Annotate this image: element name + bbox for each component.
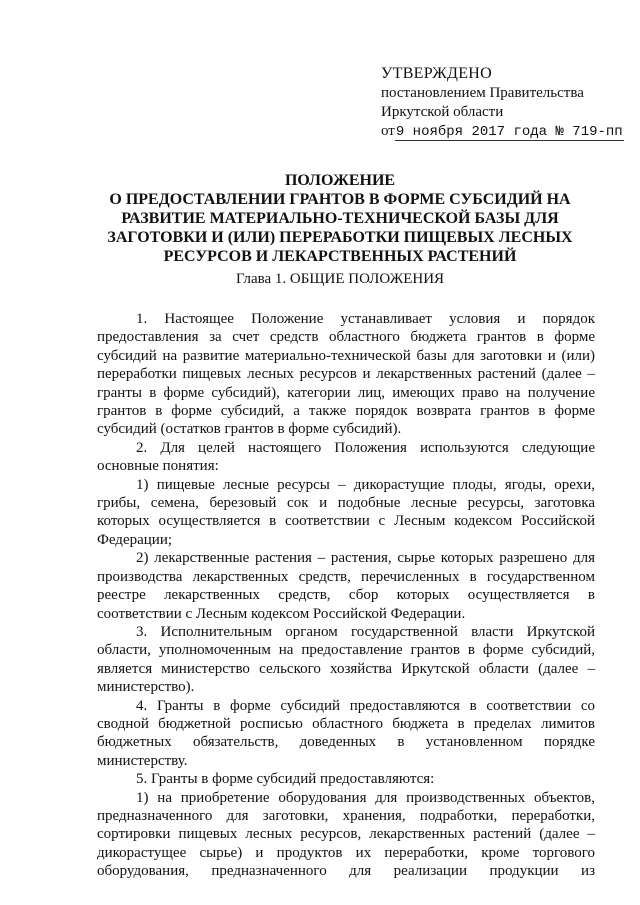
document-title — [60, 171, 620, 266]
approval-line-1: постановлением Правительства — [381, 85, 584, 101]
title-line: РАЗВИТИЕ МАТЕРИАЛЬНО-ТЕХНИЧЕСКОЙ БАЗЫ ДЛЯ — [121, 210, 559, 227]
title-line: РЕСУРСОВ И ЛЕКАРСТВЕННЫХ РАСТЕНИЙ — [163, 248, 517, 265]
approval-heading: УТВЕРЖДЕНО — [381, 65, 493, 82]
approval-prefix: от — [381, 123, 395, 139]
title-line: О ПРЕДОСТАВЛЕНИИ ГРАНТОВ В ФОРМЕ СУБСИДИЙ НА — [109, 191, 571, 208]
chapter-heading: Глава 1. ОБЩИЕ ПОЛОЖЕНИЯ — [235, 271, 445, 287]
paragraph: 4. Гранты в форме субсидий предоставляются в соответствии со сводной бюджетной росписью областного бюджета в пределах лимитов бюджетных обязательств, доведенных в установленном порядке министерству. — [97, 697, 595, 769]
approval-date-number: 9 ноября 2017 года № 719-пп — [395, 124, 623, 140]
approval-line-2: Иркутской области — [381, 104, 504, 120]
paragraph: 2. Для целей настоящего Положения используются следующие основные понятия: — [97, 439, 595, 475]
title-line: ПОЛОЖЕНИЕ — [284, 172, 396, 189]
paragraph: 5. Гранты в форме субсидий предоставляются: — [136, 771, 435, 788]
paragraph: 2) лекарственные растения – растения, сырье которых разрешено для производства лекарственных средств, перечисленных в государственном реестре лекарственных средств, сбор которых осуществляется в соответствии с Лесным кодексом Российской Федерации. — [97, 550, 595, 622]
paragraph: 3. Исполнительным органом государственной власти Иркутской области, уполномоченным на предоставление грантов в форме субсидий, является министерство сельского хозяйства Иркутской области (далее – министерство). — [97, 623, 595, 696]
document-body — [97, 310, 595, 881]
approval-stamp — [381, 64, 624, 142]
title-line: ЗАГОТОВКИ И (ИЛИ) ПЕРЕРАБОТКИ ПИЩЕВЫХ ЛЕСНЫХ — [107, 229, 573, 246]
paragraph: 1. Настоящее Положение устанавливает условия и порядок предоставления за счет средств областного бюджета грантов в форме субсидий на развитие материально-технической базы для заготовки и (или) переработки пищевых лесных ресурсов и лекарственных растений (далее – гранты в форме субсидий), категории лиц, имеющих право на получение грантов в форме субсидий, а также порядок возврата грантов в форме субсидий (остатков грантов в форме субсидий). — [97, 311, 595, 438]
paragraph: 1) пищевые лесные ресурсы – дикорастущие плоды, ягоды, орехи, грибы, семена, березовый сок и подобные лесные ресурсы, заготовка которых осуществляется в соответствии с Лесным кодексом Российской Федерации; — [97, 476, 595, 548]
approval-date-line — [381, 122, 624, 142]
paragraph: 1) на приобретение оборудования для производственных объектов, предназначенного для заготовки, хранения, подработки, переработки, сортировки пищевых лесных ресурсов, лекарственных растений (далее – дикорастущее сырье) и продуктов их переработки, кроме торгового оборудования, предназначенного для реализации продукции из — [97, 789, 595, 880]
